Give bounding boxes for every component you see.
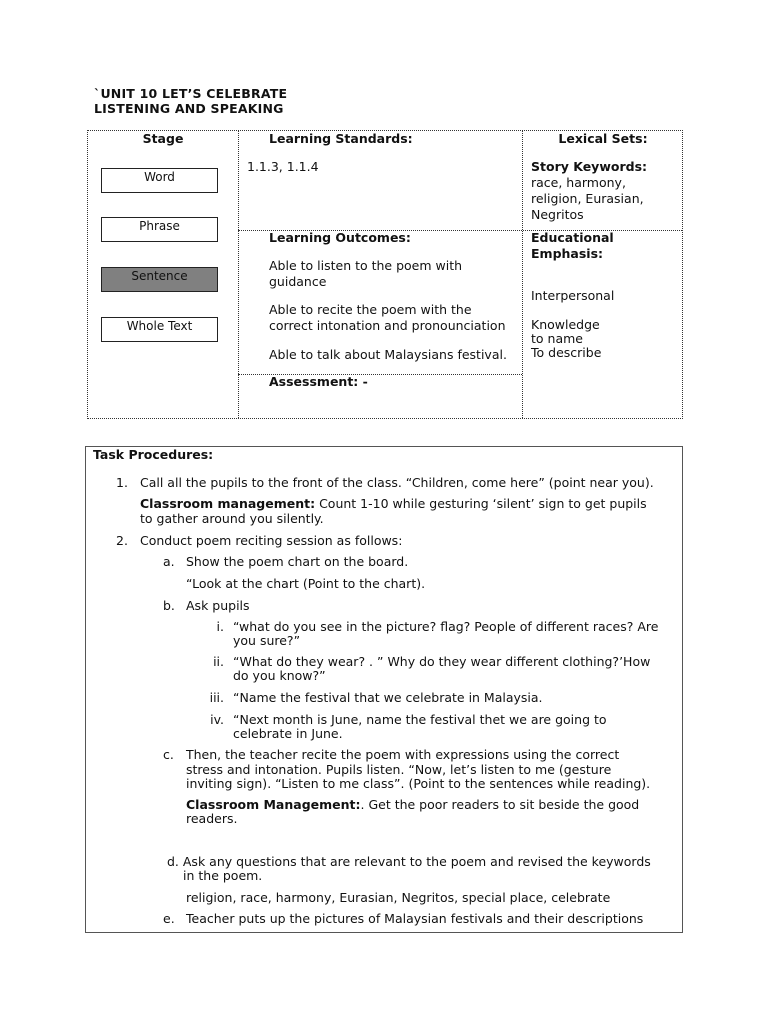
sub-c-management — [186, 797, 639, 812]
stage-sentence-selected: Sentence — [101, 267, 218, 292]
emphasis-line: Knowledge — [531, 317, 600, 332]
sub-d-line: in the poem. — [183, 868, 263, 883]
learning-standards-heading: Learning Standards: — [269, 131, 413, 146]
learning-standards-value: 1.1.3, 1.1.4 — [247, 159, 319, 174]
outcome-line: guidance — [269, 274, 327, 289]
learning-outcomes-heading: Learning Outcomes: — [269, 230, 411, 245]
sub-c-line: stress and intonation. Pupils listen. “Now, let’s listen to me (gesture — [186, 762, 612, 777]
emphasis-interpersonal: Interpersonal — [531, 288, 615, 303]
question-line: “Name the festival that we celebrate in Malaysia. — [233, 690, 543, 705]
lexical-sets-heading: Lexical Sets: — [558, 131, 648, 146]
question-line: “Next month is June, name the festival thet we are going to — [233, 712, 607, 727]
task-procedures-heading: Task Procedures: — [93, 447, 214, 462]
stage-phrase: Phrase — [101, 217, 218, 242]
question-line: “What do they wear? . ” Why do they wear different clothing?’How — [233, 654, 651, 669]
question-line: “what do you see in the picture? flag? People of different races? Are — [233, 619, 659, 634]
keywords-line: religion, Eurasian, — [531, 191, 644, 206]
story-keywords-heading: Story Keywords: — [531, 159, 648, 174]
step-1-text: Call all the pupils to the front of the class. “Children, come here” (point near you). — [140, 475, 654, 490]
sub-e-line: Teacher puts up the pictures of Malaysian festivals and their descriptions — [186, 911, 644, 926]
sub-label: c. — [163, 747, 174, 762]
sub-c-management-cont: readers. — [186, 811, 238, 826]
keywords-line: Negritos — [531, 207, 584, 222]
educational-emphasis-heading: Educational — [531, 230, 614, 245]
question-line: celebrate in June. — [233, 726, 343, 741]
lesson-plan-table — [87, 130, 683, 419]
stage-word: Word — [101, 168, 218, 193]
roman-label: iv. — [210, 712, 224, 727]
sub-d-keywords: religion, race, harmony, Eurasian, Negritos, special place, celebrate — [186, 890, 611, 905]
sub-c-line: Then, the teacher recite the poem with expressions using the correct — [186, 747, 620, 762]
sub-a-line: “Look at the chart (Point to the chart). — [186, 576, 426, 591]
stage-heading: Stage — [142, 131, 184, 146]
task-procedures-box — [85, 446, 683, 933]
emphasis-line: to name — [531, 331, 583, 346]
sub-label: b. — [163, 598, 175, 613]
roman-label: i. — [216, 619, 224, 634]
management-text: Count 1-10 while gesturing ‘silent’ sign to get pupils — [315, 496, 647, 511]
question-line: do you know?” — [233, 668, 326, 683]
roman-label: ii. — [213, 654, 224, 669]
roman-label: iii. — [209, 690, 224, 705]
emphasis-line: To describe — [531, 345, 602, 360]
assessment-heading: Assessment: - — [269, 374, 368, 389]
step-number: 2. — [116, 533, 128, 548]
stage-whole-text: Whole Text — [101, 317, 218, 342]
management-label: Classroom management: — [140, 496, 316, 511]
step-1-management — [140, 496, 647, 511]
educational-emphasis-heading: Emphasis: — [531, 246, 604, 261]
outcome-line: Able to listen to the poem with — [269, 258, 463, 273]
sub-c-line: inviting sign). “Listen to me class”. (Point to the sentences while reading). — [186, 776, 651, 791]
question-line: you sure?” — [233, 633, 301, 648]
outcome-line: Able to talk about Malaysians festival. — [269, 347, 507, 362]
sub-d-line: d. Ask any questions that are relevant to the poem and revised the keywords — [167, 854, 651, 869]
keywords-line: race, harmony, — [531, 175, 626, 190]
table-divider — [522, 131, 523, 418]
sub-label: e. — [163, 911, 175, 926]
sub-a-line: Show the poem chart on the board. — [186, 554, 409, 569]
step-1-management-cont: to gather around you silently. — [140, 511, 324, 526]
management-label: Classroom Management: — [186, 797, 361, 812]
skill-title: LISTENING AND SPEAKING — [94, 101, 284, 116]
outcome-line: Able to recite the poem with the — [269, 302, 472, 317]
unit-title: `UNIT 10 LET’S CELEBRATE — [94, 86, 288, 101]
management-text: . Get the poor readers to sit beside the good — [360, 797, 640, 812]
step-2-text: Conduct poem reciting session as follows: — [140, 533, 403, 548]
sub-b-line: Ask pupils — [186, 598, 250, 613]
outcome-line: correct intonation and pronounciation — [269, 318, 506, 333]
step-number: 1. — [116, 475, 128, 490]
sub-label: a. — [163, 554, 175, 569]
